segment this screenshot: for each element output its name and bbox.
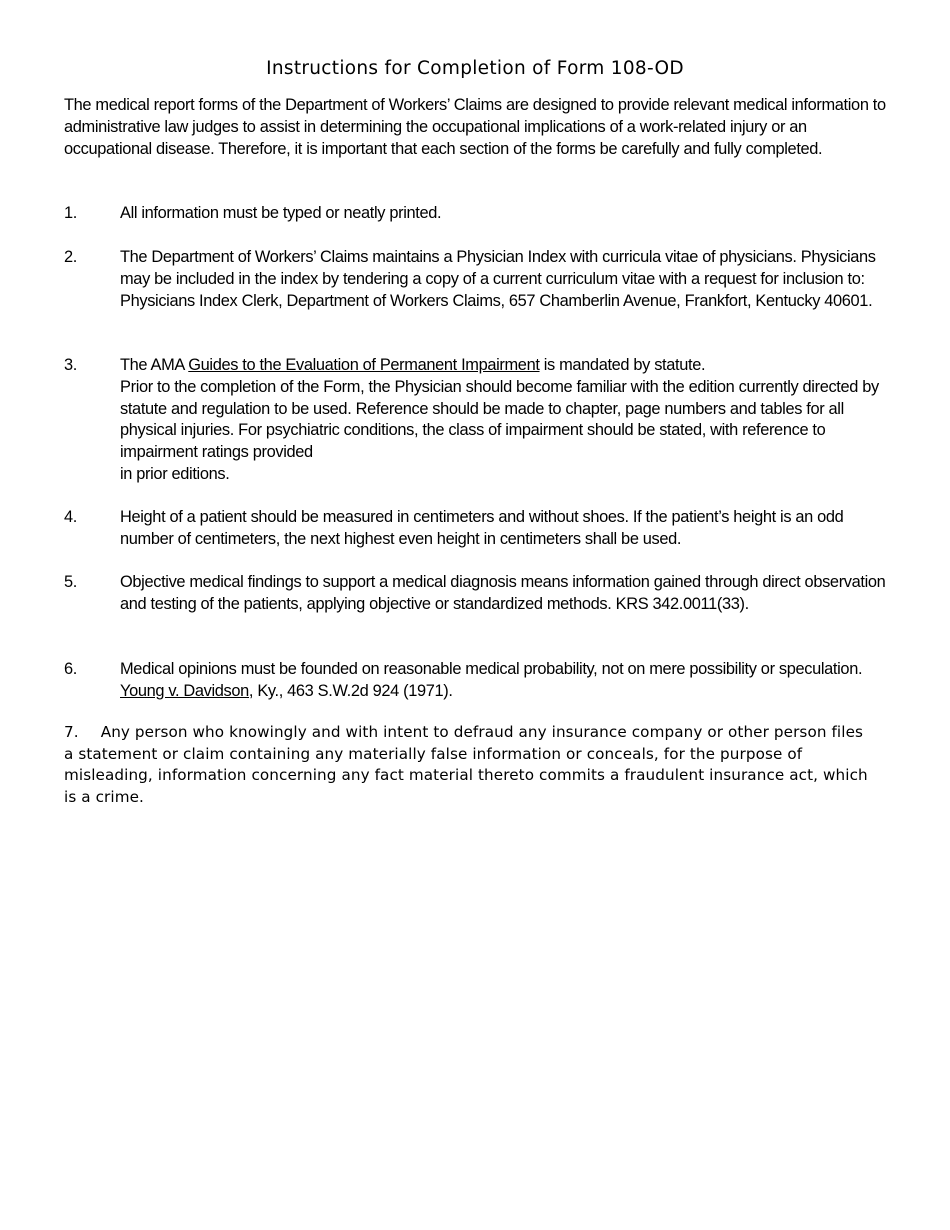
guides-title-underlined: Guides to the Evaluation of Permanent Impairment	[188, 356, 540, 374]
instruction-item-2	[64, 247, 899, 312]
item-text: Objective medical findings to support a medical diagnosis means information gained through direct observation and testing of the patients, applying objective or standardized methods. KRS 342.0011(33).	[120, 573, 886, 613]
item-number: 5.	[64, 573, 77, 591]
instruction-item-5	[64, 572, 899, 616]
item-3-text-before: The AMA	[120, 356, 189, 374]
item-number: 6.	[64, 660, 77, 678]
item-3-second-line: Prior to the completion of the Form, the Physician should become familiar with the edition currently directed by statute and regulation to be used. Reference should be made to chapter, page numbers and tables for all physical injuries. For psychiatric conditions, the class of impairment should be stated, with reference to impairment ratings provided	[120, 377, 879, 462]
item-text: Height of a patient should be measured in centimeters and without shoes. If the patient’s height is an odd number of centimeters, the next highest even height in centimeters shall be used.	[120, 508, 844, 548]
intro-paragraph: The medical report forms of the Department of Workers’ Claims are designed to provide relevant medical information to administrative law judges to assist in determining the occupational implications of a work-related injury or an occupational disease. Therefore, it is important that each section of the forms be carefully and fully completed.	[64, 96, 886, 158]
item-text: All information must be typed or neatly printed.	[120, 204, 442, 222]
instruction-item-7	[64, 722, 874, 808]
item-number: 2.	[64, 248, 77, 266]
item-text: Any person who knowingly and with intent to defraud any insurance company or other person files a statement or claim containing any materially false information or conceals, for the purpose of misleading, information concerning any fact material thereto commits a fraudulent insurance act, which is a crime.	[64, 723, 868, 806]
item-3-text-after: is mandated by statute.	[539, 356, 706, 374]
instruction-item-3	[64, 355, 899, 486]
item-3-third-line: in prior editions.	[120, 464, 230, 483]
instruction-item-1	[64, 203, 899, 225]
item-3-first-line	[120, 355, 899, 377]
item-number: 4.	[64, 508, 77, 526]
item-number: 3.	[64, 356, 77, 374]
item-number: 7.	[64, 723, 79, 741]
item-text: The Department of Workers’ Claims maintains a Physician Index with curricula vitae of physicians. Physicians may be included in the index by tendering a copy of a current curriculum vitae with a request for inclusion to: Physicians Index Clerk, Department of Workers Claims, 657 Chamberlin Avenue, Frankfort, Kentucky 40601.	[120, 248, 876, 310]
item-text	[120, 659, 899, 703]
case-citation-underlined: Young v. Davidson,	[120, 681, 254, 700]
instruction-item-4	[64, 507, 899, 551]
instruction-item-6	[64, 659, 899, 703]
item-6-text-before: Medical opinions must be founded on reasonable medical probability, not on mere possibility or speculation.	[120, 660, 863, 678]
item-text	[120, 355, 899, 486]
item-number: 1.	[64, 204, 77, 222]
item-6-text-after: Ky., 463 S.W.2d 924 (1971).	[253, 681, 453, 700]
page-title: Instructions for Completion of Form 108-OD	[266, 58, 684, 79]
